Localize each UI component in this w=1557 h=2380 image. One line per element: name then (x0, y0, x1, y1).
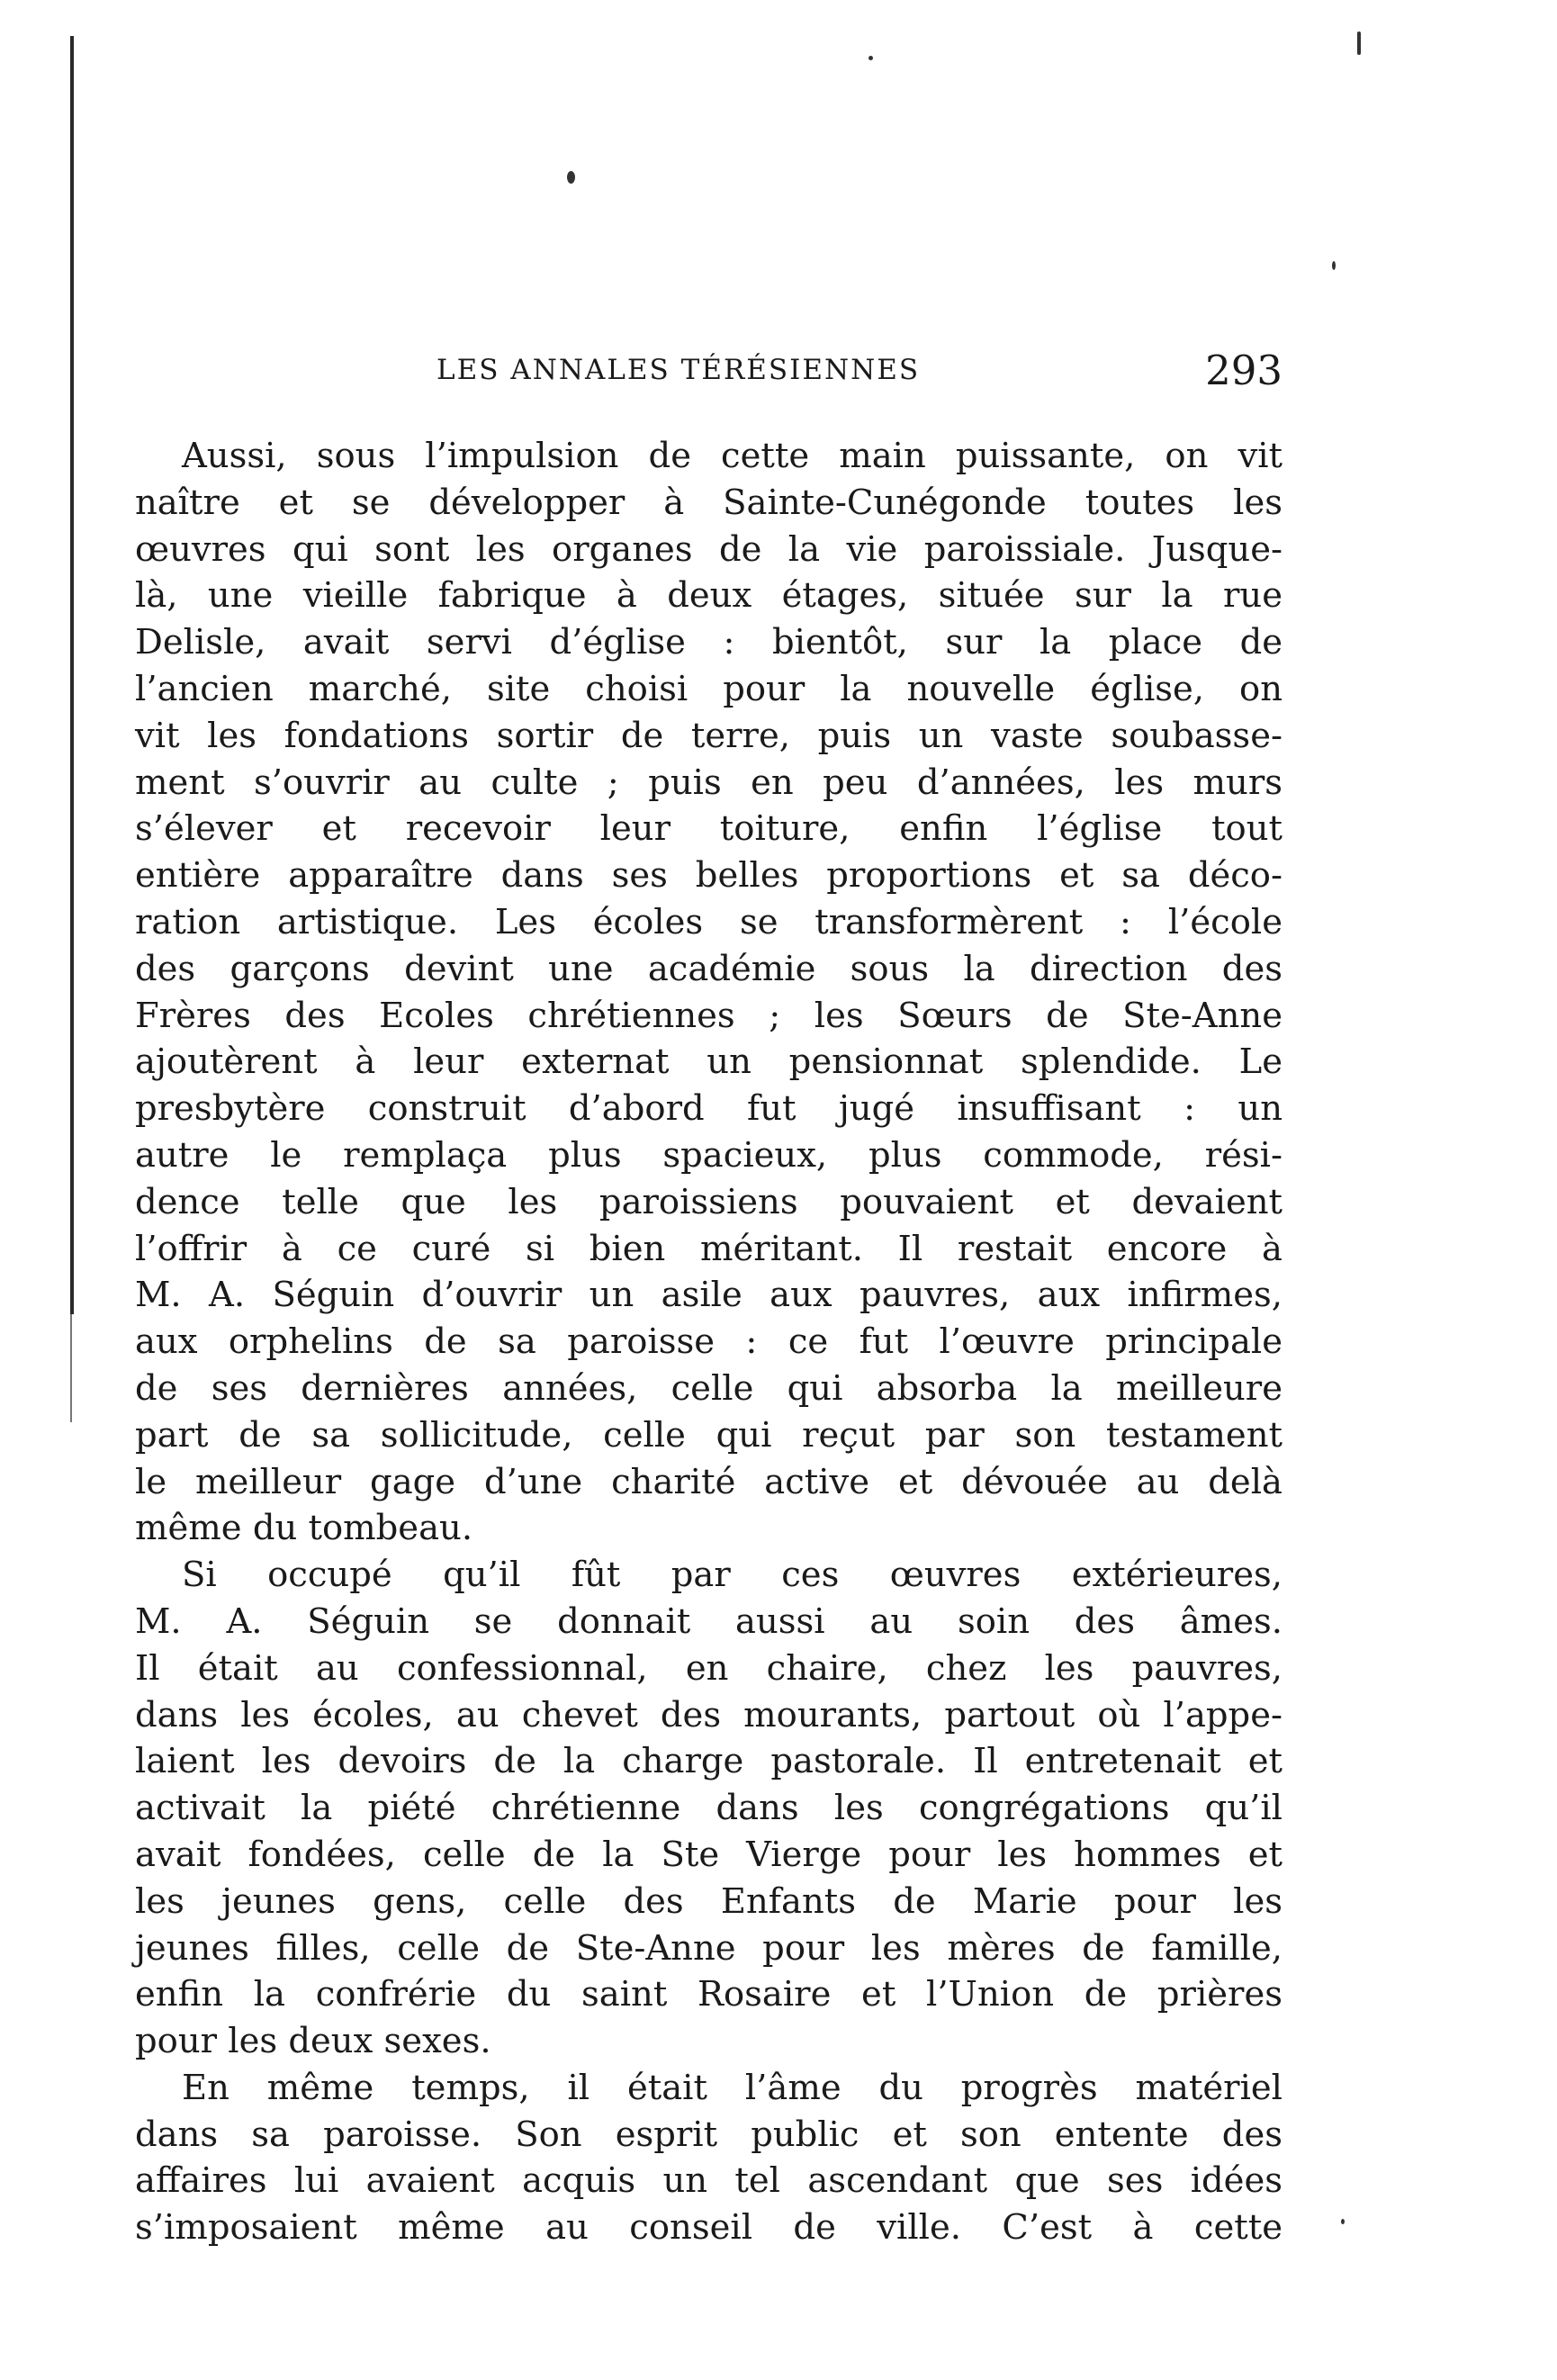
text-line: entière apparaître dans ses belles proportions et sa déco- (135, 855, 1282, 897)
page-number: 293 (1205, 347, 1282, 394)
text-line: aux orphelins de sa paroisse : ce fut l’œuvre principale (135, 1321, 1282, 1363)
text-line: avait fondées, celle de la Ste Vierge pour les hommes et (135, 1834, 1282, 1875)
text-line: ment s’ouvrir au culte ; puis en peu d’années, les murs (135, 762, 1282, 803)
text-line: de ses dernières années, celle qui absorba la meilleure (135, 1367, 1282, 1409)
ink-speck (1332, 261, 1336, 270)
ink-speck (1357, 32, 1361, 55)
text-line: là, une vieille fabrique à deux étages, située sur la rue (135, 575, 1282, 617)
text-line: affaires lui avaient acquis un tel ascendant que ses idées (135, 2160, 1282, 2202)
scan-page-edge-lower (70, 1314, 72, 1422)
text-line: M. A. Séguin se donnait aussi au soin des âmes. (135, 1600, 1282, 1642)
text-line: le meilleur gage d’une charité active et dévouée au delà (135, 1461, 1282, 1502)
text-line: part de sa sollicitude, celle qui reçut par son testament (135, 1414, 1282, 1456)
text-line: des garçons devint une académie sous la direction des (135, 948, 1282, 989)
text-line: presbytère construit d’abord fut jugé insuffisant : un (135, 1088, 1282, 1130)
scan-page-edge (70, 36, 74, 1314)
text-line: dans sa paroisse. Son esprit public et son entente des (135, 2114, 1282, 2155)
text-line: ration artistique. Les écoles se transformèrent : l’école (135, 901, 1282, 942)
text-line: l’ancien marché, site choisi pour la nouvelle église, on (135, 668, 1282, 709)
text-line: activait la piété chrétienne dans les congrégations qu’il (135, 1788, 1282, 1829)
ink-speck (567, 171, 575, 184)
text-line: En même temps, il était l’âme du progrès matériel (182, 2067, 1282, 2108)
ink-speck (868, 56, 873, 60)
text-line: Aussi, sous l’impulsion de cette main puissante, on vit (182, 436, 1282, 476)
paragraph (135, 433, 1282, 1552)
text-line: œuvres qui sont les organes de la vie paroissiale. Jusque- (135, 528, 1282, 570)
text-line: dence telle que les paroissiens pouvaient et devaient (135, 1181, 1282, 1222)
text-line: jeunes filles, celle de Ste-Anne pour les mères de famille, (135, 1927, 1282, 1969)
page-header (189, 347, 1282, 401)
text-line: s’imposaient même au conseil de ville. C’est à cette (135, 2207, 1282, 2249)
ink-speck (1341, 2219, 1345, 2224)
text-line: s’élever et recevoir leur toiture, enfin l’église tout (135, 808, 1282, 850)
text-line: les jeunes gens, celle des Enfants de Marie pour les (135, 1880, 1282, 1922)
text-line: même du tombeau. (135, 1508, 473, 1549)
body-text (135, 433, 1282, 2251)
text-line: ajoutèrent à leur externat un pensionnat splendide. Le (135, 1041, 1282, 1083)
text-line: Frères des Ecoles chrétiennes ; les Sœurs de Ste-Anne (135, 995, 1282, 1036)
text-line: autre le remplaça plus spacieux, plus commode, rési- (135, 1134, 1282, 1176)
text-line: Il était au confessionnal, en chaire, chez les pauvres, (135, 1647, 1282, 1689)
paragraph (135, 1552, 1282, 2065)
paragraph (135, 2065, 1282, 2251)
text-line: enfin la confrérie du saint Rosaire et l’Union de prières (135, 1974, 1282, 2015)
text-line: dans les écoles, au chevet des mourants, partout où l’appe- (135, 1694, 1282, 1735)
text-line: Delisle, avait servi d’église : bientôt, sur la place de (135, 622, 1282, 663)
text-line: vit les fondations sortir de terre, puis un vaste soubasse- (135, 715, 1282, 756)
running-title: LES ANNALES TÉRÉSIENNES (436, 354, 921, 386)
text-line: M. A. Séguin d’ouvrir un asile aux pauvres, aux infirmes, (135, 1275, 1282, 1316)
text-line: l’offrir à ce curé si bien méritant. Il restait encore à (135, 1228, 1282, 1269)
text-line: pour les deux sexes. (135, 2021, 491, 2062)
text-line: naître et se développer à Sainte-Cunégonde toutes les (135, 482, 1282, 523)
text-line: laient les devoirs de la charge pastorale. Il entretenait et (135, 1741, 1282, 1782)
text-line: Si occupé qu’il fût par ces œuvres extérieures, (182, 1555, 1282, 1596)
